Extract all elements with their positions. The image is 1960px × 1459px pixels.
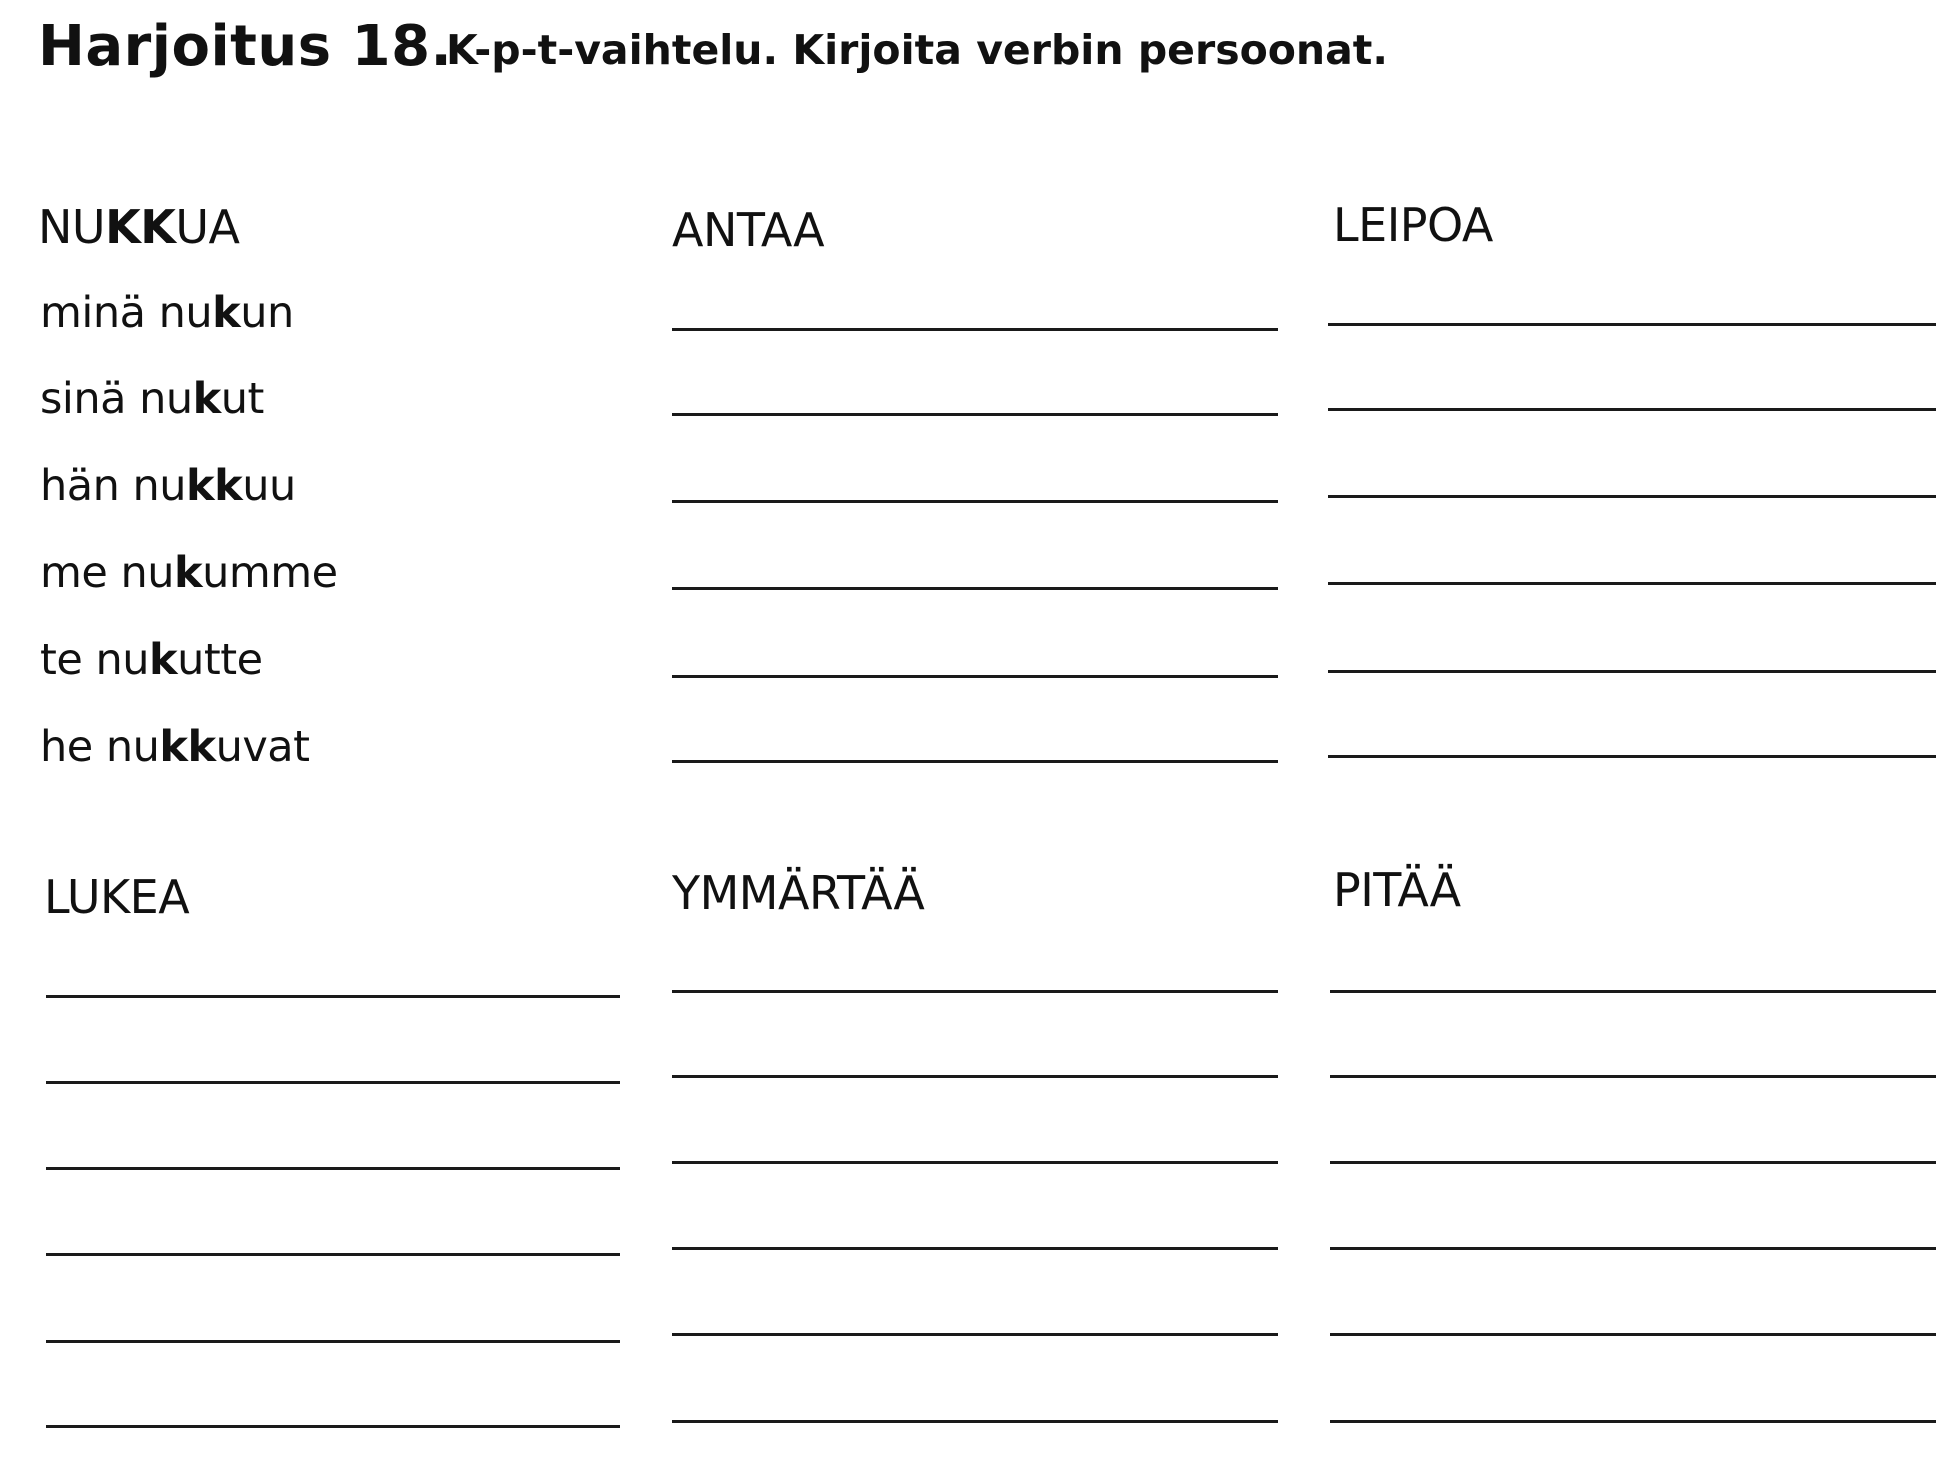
answer-line[interactable] <box>672 760 1278 763</box>
answer-line[interactable] <box>672 1333 1278 1336</box>
verb-heading: YMMÄRTÄÄ <box>672 866 925 920</box>
verb-heading: PITÄÄ <box>1333 863 1461 917</box>
answer-line[interactable] <box>672 413 1278 416</box>
answer-line[interactable] <box>672 990 1278 993</box>
answer-line[interactable] <box>1330 1161 1936 1164</box>
answer-line[interactable] <box>46 1253 620 1256</box>
answer-line[interactable] <box>672 1161 1278 1164</box>
example-verb-heading: NUKKUA <box>38 200 240 254</box>
answer-line[interactable] <box>672 1247 1278 1250</box>
answer-line[interactable] <box>1330 1247 1936 1250</box>
example-form-6: he nukkuvat <box>40 722 310 772</box>
verb-heading: ANTAA <box>672 203 825 257</box>
answer-line[interactable] <box>1330 1333 1936 1336</box>
example-form-1: minä nukun <box>40 288 294 338</box>
answer-line[interactable] <box>46 995 620 998</box>
answer-line[interactable] <box>46 1340 620 1343</box>
verb-heading: LEIPOA <box>1333 198 1493 252</box>
verb-heading: LUKEA <box>44 870 190 924</box>
answer-line[interactable] <box>672 675 1278 678</box>
answer-line[interactable] <box>1330 990 1936 993</box>
answer-line[interactable] <box>1328 582 1936 585</box>
exercise-instruction: K-p-t-vaihtelu. Kirjoita verbin persoonat. <box>446 26 1388 74</box>
answer-line[interactable] <box>672 1075 1278 1078</box>
answer-line[interactable] <box>46 1167 620 1170</box>
example-form-3: hän nukkuu <box>40 461 296 511</box>
answer-line[interactable] <box>46 1425 620 1428</box>
answer-line[interactable] <box>1328 408 1936 411</box>
answer-line[interactable] <box>1330 1420 1936 1423</box>
answer-line[interactable] <box>672 1420 1278 1423</box>
answer-line[interactable] <box>46 1081 620 1084</box>
example-form-4: me nukumme <box>40 548 338 598</box>
answer-line[interactable] <box>672 587 1278 590</box>
answer-line[interactable] <box>672 500 1278 503</box>
answer-line[interactable] <box>672 328 1278 331</box>
exercise-number: Harjoitus 18. <box>38 14 453 79</box>
example-form-5: te nukutte <box>40 635 263 685</box>
answer-line[interactable] <box>1328 495 1936 498</box>
answer-line[interactable] <box>1328 670 1936 673</box>
answer-line[interactable] <box>1328 755 1936 758</box>
example-form-2: sinä nukut <box>40 374 264 424</box>
answer-line[interactable] <box>1330 1075 1936 1078</box>
answer-line[interactable] <box>1328 323 1936 326</box>
